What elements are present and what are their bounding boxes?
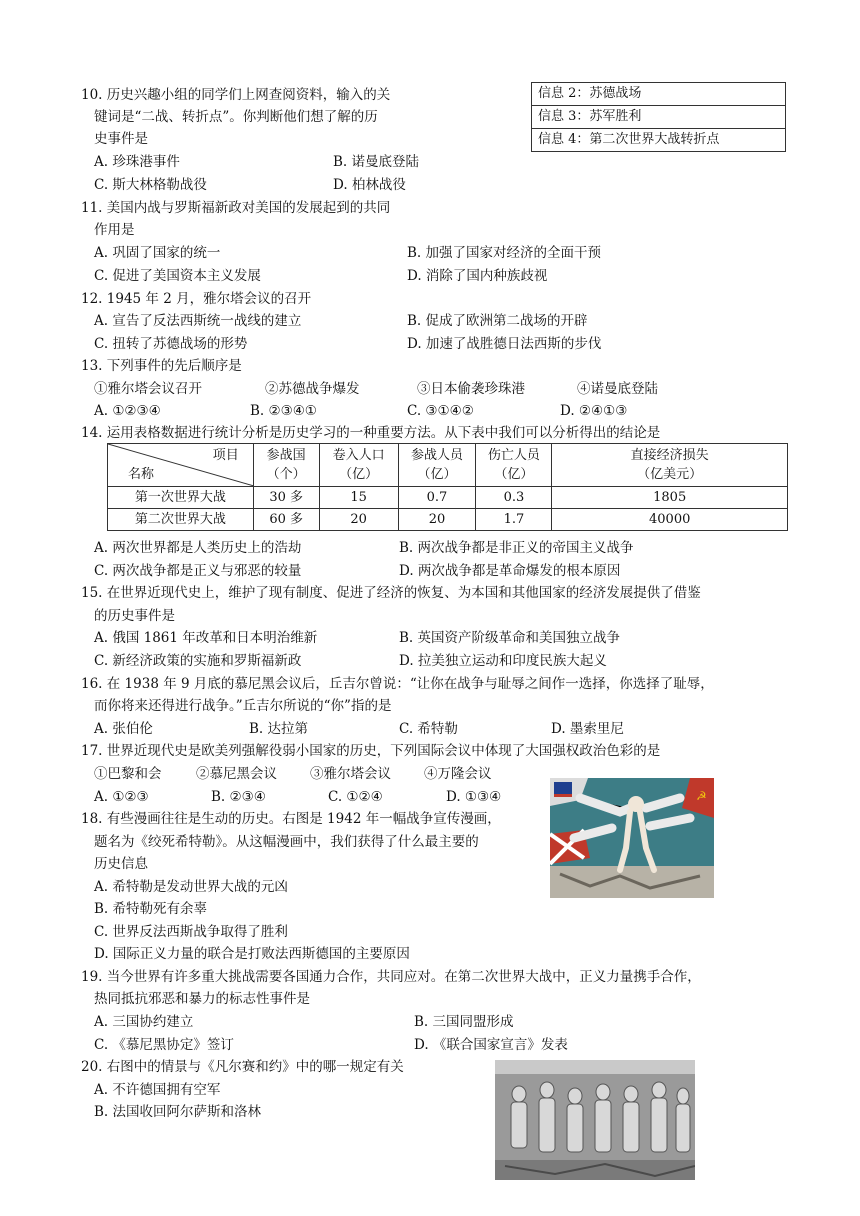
q10-option-a: A. 珍珠港事件 bbox=[94, 154, 180, 170]
table-cell: 1805 bbox=[552, 487, 788, 509]
q18-option-b: B. 希特勒死有余辜 bbox=[94, 901, 208, 917]
table-header: 参战国 （个） bbox=[253, 444, 319, 487]
q17-event-4: ④万隆会议 bbox=[424, 766, 492, 782]
table-cell: 0.3 bbox=[476, 487, 552, 509]
table-cell: 第一次世界大战 bbox=[108, 487, 254, 509]
q17-option-c: C. ①②④ bbox=[328, 789, 383, 805]
table-row bbox=[108, 487, 788, 509]
q17-option-d: D. ①③④ bbox=[446, 789, 502, 805]
q15-option-b: B. 英国资产阶级革命和美国独立战争 bbox=[399, 630, 621, 646]
q12-option-b: B. 促成了欧洲第二战场的开辟 bbox=[407, 313, 588, 329]
q11-stem-1: 11. 美国内战与罗斯福新政对美国的发展起到的共同 bbox=[81, 200, 391, 216]
q11-option-a: A. 巩固了国家的统一 bbox=[94, 245, 221, 261]
q14-option-d: D. 两次战争都是革命爆发的根本原因 bbox=[399, 563, 621, 579]
q13-event-2: ②苏德战争爆发 bbox=[265, 381, 360, 397]
q17-event-1: ①巴黎和会 bbox=[94, 766, 162, 782]
relief-sculpture-image bbox=[495, 1060, 695, 1180]
table-cell: 1.7 bbox=[476, 509, 552, 531]
q11-stem-2: 作用是 bbox=[94, 222, 135, 238]
q17-stem-1: 17. 世界近现代史是欧美列强解役弱小国家的历史，下列国际会议中体现了大国强权政治色彩的是 bbox=[81, 743, 661, 759]
q20-option-b: B. 法国收回阿尔萨斯和洛林 bbox=[94, 1104, 262, 1120]
q10-stem-1: 10. 历史兴趣小组的同学们上网查阅资料，输入的关 bbox=[81, 87, 391, 103]
q11-option-d: D. 消除了国内种族歧视 bbox=[407, 268, 548, 284]
svg-text:☭: ☭ bbox=[696, 789, 707, 803]
q10-option-c: C. 斯大林格勒战役 bbox=[94, 177, 207, 193]
table-header: 参战人员 （亿） bbox=[398, 444, 476, 487]
q13-option-b: B. ②③④① bbox=[250, 403, 317, 419]
q13-stem-1: 13. 下列事件的先后顺序是 bbox=[81, 358, 242, 374]
table-header: 伤亡人员 （亿） bbox=[476, 444, 552, 487]
q11-option-c: C. 促进了美国资本主义发展 bbox=[94, 268, 261, 284]
table-cell: 60 多 bbox=[253, 509, 319, 531]
q15-option-d: D. 拉美独立运动和印度民族大起义 bbox=[399, 653, 607, 669]
q17-event-2: ②慕尼黑会议 bbox=[196, 766, 277, 782]
q12-option-c: C. 扭转了苏德战场的形势 bbox=[94, 336, 248, 352]
q17-option-b: B. ②③④ bbox=[211, 789, 266, 805]
q11-option-b: B. 加强了国家对经济的全面干预 bbox=[407, 245, 602, 261]
table-corner-cell bbox=[108, 444, 254, 487]
q18-option-a: A. 希特勒是发动世界大战的元凶 bbox=[94, 879, 288, 895]
table-header-row bbox=[108, 444, 788, 487]
q15-stem-2: 的历史事件是 bbox=[94, 608, 175, 624]
q13-event-3: ③日本偷袭珍珠港 bbox=[417, 381, 525, 397]
q16-stem-1: 16. 在 1938 年 9 月底的慕尼黑会议后，丘吉尔曾说：“让你在战争与耻辱之间作一选择，你选择了耻辱， bbox=[81, 676, 714, 692]
table-cell: 30 多 bbox=[253, 487, 319, 509]
q13-option-a: A. ①②③④ bbox=[94, 403, 161, 419]
q18-option-d: D. 国际正义力量的联合是打败法西斯德国的主要原因 bbox=[94, 946, 410, 962]
q16-stem-2: 而你将来还得进行战争。”丘吉尔所说的“你”指的是 bbox=[94, 698, 392, 714]
q19-stem-2: 热同抵抗邪恶和暴力的标志性事件是 bbox=[94, 991, 310, 1007]
q10-stem-3: 史事件是 bbox=[94, 131, 148, 147]
q20-option-a: A. 不许德国拥有空军 bbox=[94, 1082, 221, 1098]
q12-stem-1: 12. 1945 年 2 月，雅尔塔会议的召开 bbox=[81, 291, 312, 307]
q10-option-b: B. 诺曼底登陆 bbox=[333, 154, 420, 170]
q15-option-c: C. 新经济政策的实施和罗斯福新政 bbox=[94, 653, 302, 669]
q18-stem-3: 历史信息 bbox=[94, 856, 148, 872]
q13-event-1: ①雅尔塔会议召开 bbox=[94, 381, 202, 397]
q15-option-a: A. 俄国 1861 年改革和日本明治维新 bbox=[94, 630, 318, 646]
q19-option-c: C. 《慕尼黑协定》签订 bbox=[94, 1037, 234, 1053]
q16-option-b: B. 达拉第 bbox=[249, 721, 309, 737]
q14-option-c: C. 两次战争都是正义与邪恶的较量 bbox=[94, 563, 302, 579]
q14-option-b: B. 两次战争都是非正义的帝国主义战争 bbox=[399, 540, 634, 556]
q14-stem-1: 14. 运用表格数据进行统计分析是历史学习的一种重要方法。从下表中我们可以分析得出的结论是 bbox=[81, 425, 661, 441]
info-4: 信息 4：第二次世界大战转折点 bbox=[532, 129, 786, 152]
corner-bottom-label: 名称 bbox=[128, 467, 155, 482]
q17-event-3: ③雅尔塔会议 bbox=[310, 766, 391, 782]
q10-stem-2: 键词是“二战、转折点”。你判断他们想了解的历 bbox=[94, 109, 378, 125]
table-header: 卷入人口 （亿） bbox=[319, 444, 398, 487]
q12-option-a: A. 宣告了反法西斯统一战线的建立 bbox=[94, 313, 302, 329]
info-2: 信息 2：苏德战场 bbox=[532, 83, 786, 106]
q18-option-c: C. 世界反法西斯战争取得了胜利 bbox=[94, 924, 288, 940]
q20-stem-1: 20. 右图中的情景与《凡尔赛和约》中的哪一规定有关 bbox=[81, 1059, 404, 1075]
war-statistics-table bbox=[107, 443, 788, 531]
table-cell: 0.7 bbox=[398, 487, 476, 509]
q19-option-a: A. 三国协约建立 bbox=[94, 1014, 194, 1030]
q13-option-d: D. ②④①③ bbox=[560, 403, 628, 419]
q13-event-4: ④诺曼底登陆 bbox=[577, 381, 658, 397]
q12-option-d: D. 加速了战胜德日法西斯的步伐 bbox=[407, 336, 602, 352]
q10-option-d: D. 柏林战役 bbox=[333, 177, 406, 193]
table-cell: 第二次世界大战 bbox=[108, 509, 254, 531]
q19-option-b: B. 三国同盟形成 bbox=[414, 1014, 514, 1030]
table-cell: 15 bbox=[319, 487, 398, 509]
q19-option-d: D. 《联合国家宣言》发表 bbox=[414, 1037, 568, 1053]
table-cell: 20 bbox=[319, 509, 398, 531]
hang-hitler-cartoon bbox=[550, 778, 714, 898]
info-box bbox=[531, 82, 786, 152]
q15-stem-1: 15. 在世界近现代史上，维护了现有制度、促进了经济的恢复、为本国和其他国家的经济发展提供了借鉴 bbox=[81, 585, 701, 601]
table-cell: 20 bbox=[398, 509, 476, 531]
q13-option-c: C. ③①④② bbox=[407, 403, 474, 419]
corner-top-label: 项目 bbox=[212, 448, 239, 463]
q18-stem-2: 题名为《绞死希特勒》。从这幅漫画中，我们获得了什么最主要的 bbox=[94, 834, 479, 850]
table-row bbox=[108, 509, 788, 531]
q19-stem-1: 19. 当今世界有许多重大挑战需要各国通力合作，共同应对。在第二次世界大战中，正义力量携手合作， bbox=[81, 969, 701, 985]
q18-stem-1: 18. 有些漫画往往是生动的历史。右图是 1942 年一幅战争宣传漫画， bbox=[81, 811, 501, 827]
table-header: 直接经济损失 （亿美元） bbox=[552, 444, 788, 487]
q14-option-a: A. 两次世界都是人类历史上的浩劫 bbox=[94, 540, 302, 556]
q16-option-d: D. 墨索里尼 bbox=[551, 721, 624, 737]
q16-option-c: C. 希特勒 bbox=[399, 721, 458, 737]
q16-option-a: A. 张伯伦 bbox=[94, 721, 153, 737]
table-cell: 40000 bbox=[552, 509, 788, 531]
q17-option-a: A. ①②③ bbox=[94, 789, 149, 805]
info-3: 信息 3：苏军胜利 bbox=[532, 106, 786, 129]
